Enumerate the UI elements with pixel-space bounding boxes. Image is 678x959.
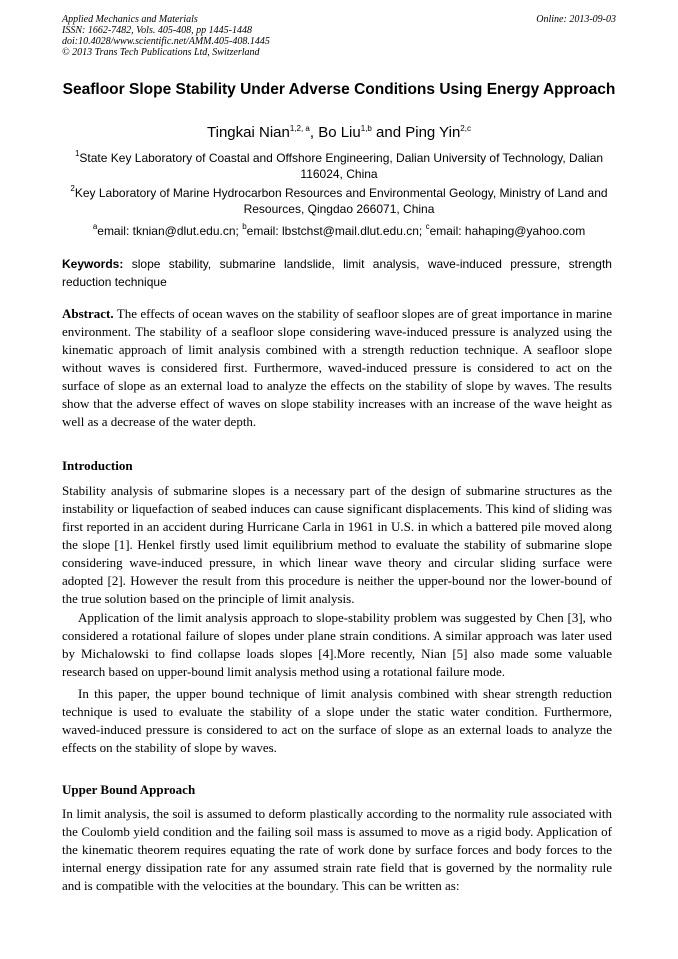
intro-paragraph-2: Application of the limit analysis approach to slope-stability problem was suggested by Chen [3], who considered a rotational failure of slopes under plane strain conditions. A similar approach was later used by Michalowski to find collapse loads slopes [4].More recently, Nian [5] also made some valuable research based on upper-bound limit analysis method using a rotational failure mode. — [62, 610, 612, 679]
doi-line: doi:10.4028/www.scientific.net/AMM.405-408.1445 — [62, 36, 270, 47]
affiliation-text: State Key Laboratory of Coastal and Offshore Engineering, Dalian University of Technology, Dalian 116024, China — [79, 151, 604, 181]
affiliation-2 — [62, 185, 616, 217]
keywords-text: slope stability, submarine landslide, limit analysis, wave-induced pressure, strength reduction technique — [62, 257, 612, 289]
email-mark: c — [425, 222, 430, 231]
affiliation-mark: 2 — [70, 184, 75, 193]
paper-title: Seafloor Slope Stability Under Adverse Conditions Using Energy Approach — [62, 81, 616, 98]
keywords-label: Keywords: — [62, 257, 124, 271]
intro-paragraph-3: In this paper, the upper bound technique of limit analysis combined with shear strength reduction technique is used to evaluate the stability of a slope under the static water condition. Furthermore, waved-induced pressure is considered to act on the surface of slope as an external loads to analyze the effects on the stability of slope by waves. — [62, 686, 612, 755]
online-date: Online: 2013-09-03 — [536, 14, 616, 25]
email-text[interactable]: email: hahaping@yahoo.com — [429, 224, 586, 238]
author-name: Bo Liu — [318, 124, 361, 141]
affiliation-text: Key Laboratory of Marine Hydrocarbon Resources and Environmental Geology, Ministry of Land and Resources, Qingdao 266071, China — [74, 186, 608, 216]
affiliation-mark: 1 — [74, 149, 80, 158]
abstract-label: Abstract. — [62, 306, 114, 321]
intro-paragraph-1: Stability analysis of submarine slopes is a necessary part of the design of submarine structures as the instability or liquefaction of seabed induces can cause significant displacements. This kind of sliding was first reported in an accident during Hurricane Carla in 1961 in U.S. in which a battered pile moved along the slope [1]. Henkel firstly used limit equilibrium method to evaluate the stability of submarine slope considering wave-induced pressure, in which linear wave theory and circular sliding surface were adopted [2]. However the result from this procedure is neither the upper-bound nor the lower-bound of the true solution based on the principle of limit analysis. — [62, 483, 612, 606]
issn-line: ISSN: 1662-7482, Vols. 405-408, pp 1445-1448 — [62, 25, 252, 36]
journal-header — [62, 14, 616, 58]
email-mark: a — [92, 222, 98, 231]
abstract-text: The effects of ocean waves on the stability of seafloor slopes are of great importance in marine environment. The stability of a seafloor slope considering wave-induced pressure is analyzed using the kinematic approach of limit analysis combined with a strength reduction technique. A seafloor slope without waves is considered first. Furthermore, waved-induced pressure is considered to act on the surface of slope as an external load to analyze the effects on the stability of slope by waves. The results show that the adverse effect of waves on slope stability increases with an increase of the wave height as well as a decrease of the water depth. — [62, 306, 612, 429]
author-separator: , — [309, 124, 319, 141]
author-affiliation-mark: 1,2, a — [289, 124, 310, 133]
email-line — [62, 223, 616, 239]
email-text[interactable]: email: tknian@dlut.edu.cn; — [97, 224, 243, 238]
introduction-heading: Introduction — [62, 458, 133, 473]
copyright-line: © 2013 Trans Tech Publications Ltd, Switzerland — [62, 47, 260, 58]
email-mark: b — [242, 222, 247, 231]
upper-bound-heading: Upper Bound Approach — [62, 782, 196, 797]
author-separator: and — [371, 124, 406, 141]
author-name: Tingkai Nian — [207, 124, 290, 141]
affiliation-1 — [62, 150, 616, 182]
author-list — [62, 124, 616, 142]
author-name: Ping Yin — [405, 124, 461, 141]
upper-bound-paragraph: In limit analysis, the soil is assumed to deform plastically according to the normality rule associated with the Coulomb yield condition and the failing soil mass is assumed to move as a rigid body. Application of the kinematic theorem requires equating the rate of work done by surface forces and body forces to the internal energy dissipation rate for any assumed strain rate field that is governed by the normality rule and is compatible with the velocities at the boundary. This can be written as: — [62, 806, 612, 893]
author-affiliation-mark: 2,c — [460, 124, 471, 133]
abstract-paragraph — [62, 305, 612, 431]
journal-name: Applied Mechanics and Materials — [62, 14, 198, 25]
email-text[interactable]: email: lbstchst@mail.dlut.edu.cn; — [246, 224, 426, 238]
author-affiliation-mark: 1,b — [360, 124, 372, 133]
keywords-block — [62, 255, 612, 291]
